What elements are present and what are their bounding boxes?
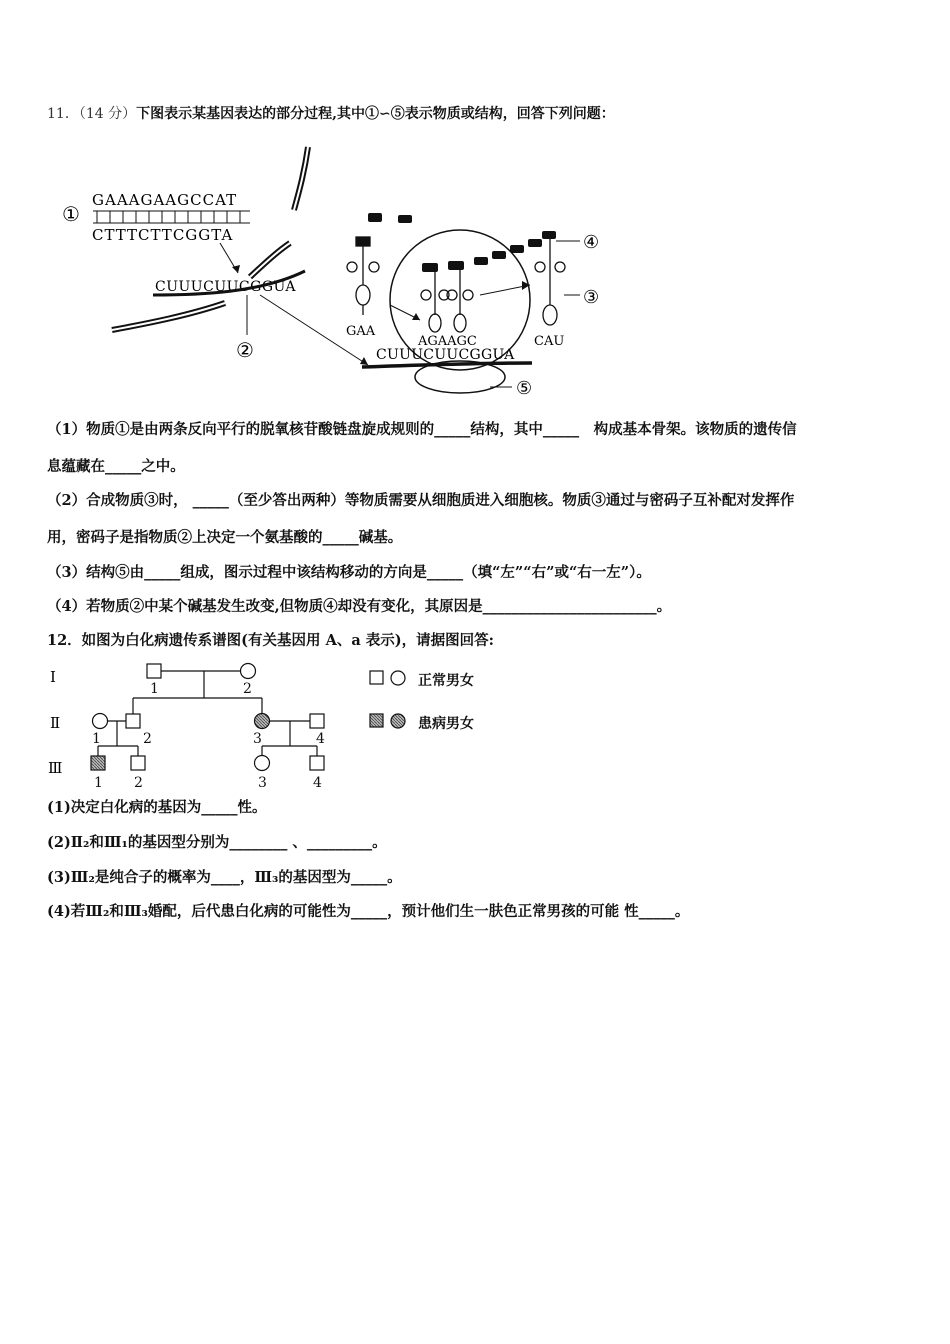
- III-4-male: [310, 756, 324, 770]
- I-1-number: 1: [150, 681, 159, 697]
- III-3-female: [255, 756, 270, 771]
- III-3-number: 3: [258, 775, 267, 791]
- q11-part1-line1: （1）物质①是由两条反向平行的脱氧核苷酸链盘旋成规则的_____结构，其中_____ 构成基本骨架。该物质的遗传信: [47, 421, 797, 438]
- label-2: ②: [236, 338, 254, 362]
- I-2-number: 2: [243, 681, 252, 697]
- II-2-male: [126, 714, 140, 728]
- II-2-number: 2: [143, 731, 152, 747]
- dna-top-strand: GAAAGAAGCCAT: [92, 191, 238, 209]
- anticodon-gaa: GAA: [346, 324, 376, 339]
- q12-sub4: (4)若Ⅲ₂和Ⅲ₃婚配，后代患白化病的可能性为_____，预计他们生一肤色正常男孩的可能 性_____。: [47, 903, 690, 920]
- label-3: ③: [583, 287, 600, 308]
- III-1-number: 1: [94, 775, 103, 791]
- label-1: ①: [62, 202, 80, 226]
- anticodon-cau: CAU: [534, 334, 565, 349]
- q11-part1-line2: 息蕴藏在_____之中。: [47, 458, 185, 475]
- q12-sub3: (3)Ⅲ₂是纯合子的概率为____，Ⅲ₃的基因型为_____。: [47, 869, 402, 886]
- dna-bottom-strand: CTTTCTTCGGTA: [92, 226, 234, 244]
- anticodon-agaagc: AGAAGC: [418, 334, 477, 349]
- q11-part4: （4）若物质②中某个碱基发生改变,但物质④却没有变化，其原因是________________________。: [47, 598, 672, 615]
- q11-part2-line1: （2）合成物质③时， _____（至少答出两种）等物质需要从细胞质进入细胞核。物质③通过与密码子互补配对发挥作: [47, 492, 795, 509]
- legend-normal-male-icon: [370, 671, 383, 684]
- generation-III: Ⅲ: [48, 759, 63, 777]
- II-4-number: 4: [316, 731, 325, 747]
- mrna-right-sequence: CUUUCUUCGGUA: [376, 347, 515, 363]
- gene-expression-figure: [50, 145, 610, 405]
- mrna-left-sequence: CUUUCUUCGGUA: [155, 279, 296, 295]
- II-1-female: [93, 714, 108, 729]
- label-4: ④: [583, 232, 600, 253]
- q11-part2-line2: 用，密码子是指物质②上决定一个氨基酸的_____碱基。: [47, 529, 403, 546]
- legend-normal-label: 正常男女: [418, 673, 474, 689]
- generation-I: Ⅰ: [50, 668, 56, 686]
- II-3-affected-female: [255, 714, 270, 729]
- I-2-female: [241, 664, 256, 679]
- legend-symbols: [368, 670, 408, 732]
- III-4-number: 4: [313, 775, 322, 791]
- II-1-number: 1: [92, 731, 101, 747]
- pedigree-chart: [40, 658, 340, 793]
- legend-affected-male-icon: [370, 714, 383, 727]
- question-11-number: 11．（14 分）: [47, 106, 137, 122]
- II-3-number: 3: [253, 731, 262, 747]
- III-2-number: 2: [134, 775, 143, 791]
- III-2-male: [131, 756, 145, 770]
- q11-part3: （3）结构⑤由_____组成，图示过程中该结构移动的方向是_____（填“左”“右”或“右一左”）。: [47, 564, 651, 581]
- I-1-male: [147, 664, 161, 678]
- question-12-stem: 12．如图为白化病遗传系谱图(有关基因用 A、a 表示)，请据图回答:: [47, 632, 494, 649]
- generation-II: Ⅱ: [50, 714, 61, 732]
- question-11-text: 下图表示某基因表达的部分过程,其中①∽⑤表示物质或结构，回答下列问题：: [136, 106, 615, 122]
- legend-affected-label: 患病男女: [418, 716, 474, 732]
- legend-affected-female-icon: [391, 714, 405, 728]
- II-4-male: [310, 714, 324, 728]
- legend-normal-female-icon: [391, 671, 405, 685]
- q12-sub2: (2)Ⅱ₂和Ⅲ₁的基因型分别为________ 、_________。: [47, 834, 387, 851]
- III-1-affected-male: [91, 756, 105, 770]
- label-5: ⑤: [516, 378, 533, 399]
- q12-sub1: (1)决定白化病的基因为_____性。: [47, 799, 267, 816]
- question-11-stem: [47, 103, 615, 123]
